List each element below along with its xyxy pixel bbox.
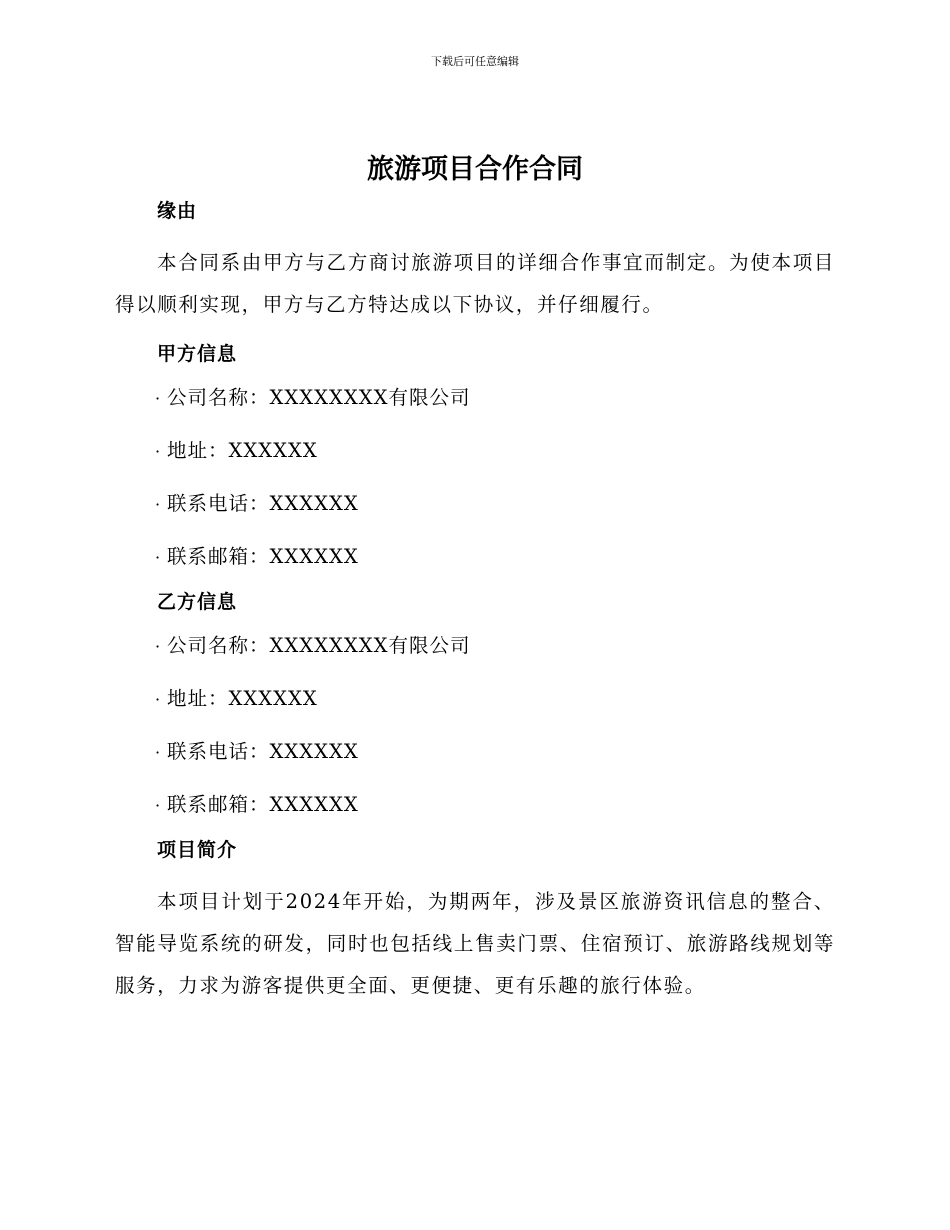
- list-item: [115, 673, 835, 726]
- list-item: [115, 620, 835, 673]
- list-item: [115, 531, 835, 584]
- section-heading-party-b: 乙方信息: [157, 591, 238, 613]
- party-b-phone: 联系电话：XXXXXX: [167, 740, 359, 763]
- party-a-info-list: [115, 372, 835, 584]
- list-item: [115, 726, 835, 779]
- bullet-icon: ·: [155, 442, 162, 461]
- bullet-icon: ·: [155, 637, 162, 656]
- bullet-icon: ·: [155, 389, 162, 408]
- bullet-icon: ·: [155, 548, 162, 567]
- party-a-address: 地址：XXXXXX: [167, 439, 318, 462]
- section-heading-party-a: 甲方信息: [157, 343, 238, 365]
- project-paragraph: 本项目计划于2024年开始，为期两年，涉及景区旅游资讯信息的整合、智能导览系统的研发，同时也包括线上售卖门票、住宿预订、旅游路线规划等服务，力求为游客提供更全面、更便捷、更有乐趣的旅行体验。: [115, 890, 835, 997]
- section-heading-reason: 缘由: [157, 200, 198, 222]
- page-header-note: 下载后可任意编辑: [431, 55, 519, 68]
- party-b-email: 联系邮箱：XXXXXX: [167, 793, 359, 816]
- bullet-icon: ·: [155, 743, 162, 762]
- party-b-address: 地址：XXXXXX: [167, 687, 318, 710]
- reason-paragraph: 本合同系由甲方与乙方商讨旅游项目的详细合作事宜而制定。为使本项目得以顺利实现，甲方与乙方特达成以下协议，并仔细履行。: [115, 251, 835, 316]
- list-item: [115, 372, 835, 425]
- bullet-icon: ·: [155, 796, 162, 815]
- bullet-icon: ·: [155, 690, 162, 709]
- list-item: [115, 478, 835, 531]
- document-title: 旅游项目合作合同: [367, 154, 583, 185]
- list-item: [115, 779, 835, 832]
- document-body: [115, 193, 835, 1007]
- party-a-phone: 联系电话：XXXXXX: [167, 492, 359, 515]
- bullet-icon: ·: [155, 495, 162, 514]
- party-a-email: 联系邮箱：XXXXXX: [167, 545, 359, 568]
- list-item: [115, 425, 835, 478]
- party-b-company-name: 公司名称：XXXXXXXX有限公司: [167, 634, 471, 657]
- party-a-company-name: 公司名称：XXXXXXXX有限公司: [167, 386, 471, 409]
- section-heading-project: 项目简介: [157, 839, 238, 861]
- party-b-info-list: [115, 620, 835, 832]
